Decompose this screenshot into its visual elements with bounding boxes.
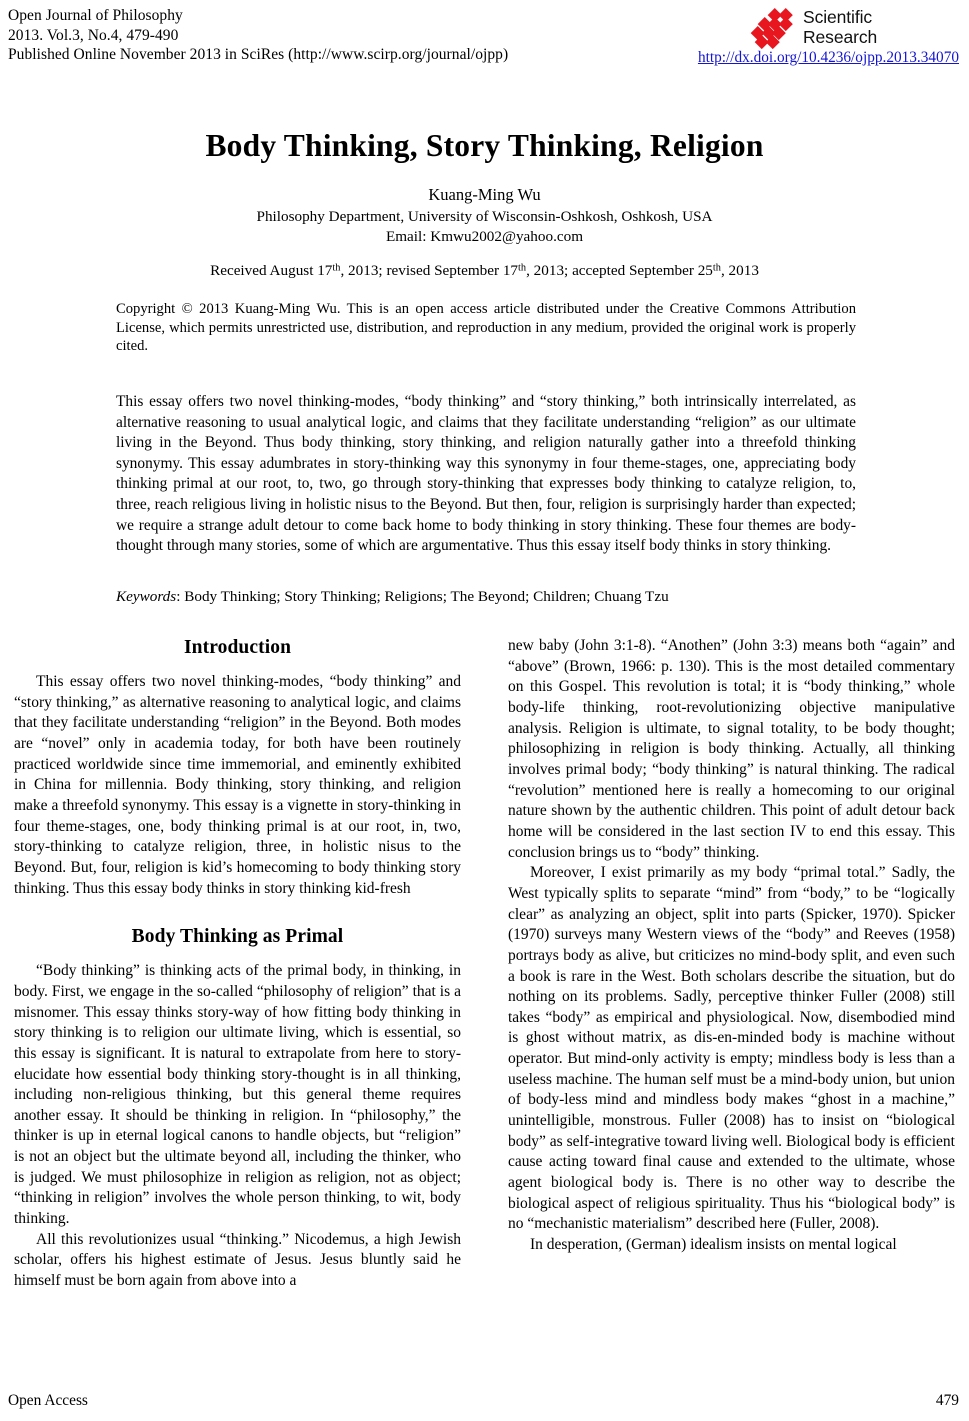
ordinal-suffix-1: th	[332, 262, 341, 274]
paragraph-right-2: Moreover, I exist primarily as my body “primal total.” Sadly, the West typically splits to separate “mind” from “body,” to be “logically clear” as analyzing an object, split into parts (Spicker, 1970). Spicker (1970) surveys many Western views of the “body” and Reeves (1958) portrays body as alive, but criticizes no mind-body split, and even such a book is rare in the West. Both scholars describe the situation, but do nothing on its problems. Sadly, perceptive thinker Fuller (2008) still takes “body” as empirical and physiological. Now, disembodied mind is ghost without matrix, as dis-en-minded body is machine without operator. But mind-only activity is empty; mindless body is less than a useless machine. The human self must be a mind-body union, but union of body-less mind and mindless body makes “ghost in a machine,” unintelligible, monstrous. Fuller (2008) has to insist on “biological body” as self-integrative toward living well. Biological body is efficient cause acting toward final cause and extended to the ultimate, whose agent biological body is. There is no other way to describe the biological aspect of religious spirituality. Thus his “biological body” is no “mechanistic materialism” described here (Fuller, 2008).	[508, 864, 955, 1233]
accepted-date-suffix: , 2013	[720, 262, 759, 279]
ordinal-suffix-3: th	[712, 262, 721, 274]
paragraph-right-1: new baby (John 3:1-8). “Anothen” (John 3:3) means both “again” and “above” (Brown, 1966: p. 130). This is the most detailed commentary on this Gospel. This revolution is total; it is “body thinking,” whole body-life thinking, root-revolutionizing objective manipulative analysis. Religion is ultimate, to signal totality, to be body thought; philosophizing in religion is body thinking. Actually, all thinking involves primal body; “body thinking” is natural thinking. The radical “revolution” mentioned here is really a homecoming to our original nature shown by the authentic children. This point of adult detour back home will be considered in the last section IV to end this essay. This conclusion brings us to “body” thinking.	[508, 637, 955, 861]
accepted-date-mid: , 2013; accepted September 25	[526, 262, 713, 279]
abstract-text: This essay offers two novel thinking-modes, “body thinking” and “story thinking,” both intrinsically interrelated, as alternative reasoning to usual analytical logic, and claims that they facilitate understanding “religion” as our ultimate living in the Beyond. Thus body thinking, story thinking, and religion naturally gather into a threefold thinking synonymy. This essay adumbrates in story-thinking way this synonymy in four theme-stages, one, appreciating body thinking primal at our root, to, two, go through story-thinking that expresses body thinking to catalyze religion, to, three, reach religious living in holistic nisus to the Beyond. But then, four, religion is surprisingly harder than expected; we require a strange adult detour to come back home to body thinking in story thinking. These four themes are body-thought through many stories, some of which are argumentative. Thus this essay itself body thinks in story thinking.	[116, 393, 856, 555]
keywords-line	[116, 587, 856, 607]
masthead	[8, 6, 961, 68]
keywords-label: Keywords	[116, 588, 177, 605]
page-title: Body Thinking, Story Thinking, Religion	[205, 128, 764, 164]
keywords-separator: :	[176, 588, 185, 605]
open-access-label: Open Access	[8, 1392, 88, 1409]
doi-link[interactable]: http://dx.doi.org/10.4236/ojpp.2013.34070	[697, 49, 959, 66]
volume-issue-pages: 2013. Vol.3, No.4, 479-490	[8, 26, 179, 44]
logo-line-2: Research	[803, 26, 878, 47]
logo-line-1: Scientific	[803, 7, 873, 27]
section-heading-body-thinking-as-primal: Body Thinking as Primal	[131, 926, 344, 948]
publication-dates	[0, 261, 969, 281]
right-column	[508, 636, 955, 1396]
author-email: Email: Kmwu2002@yahoo.com	[385, 228, 584, 245]
section-heading-introduction: Introduction	[183, 637, 292, 658]
left-column	[14, 636, 461, 1396]
revised-date-mid: , 2013; revised September 17	[340, 262, 519, 279]
ordinal-suffix-2: th	[518, 262, 527, 274]
journal-name: Open Journal of Philosophy	[8, 7, 183, 24]
diamond-grid-icon	[753, 10, 799, 46]
published-online-line: Published Online November 2013 in SciRes (http://www.scirp.org/journal/ojpp)	[8, 46, 509, 64]
paragraph-primal-2: All this revolutionizes usual “thinking.” Nicodemus, a high Jewish scholar, offers his highest estimate of Jesus. Jesus bluntly said he himself must be born again from above into a	[14, 1230, 461, 1290]
scientific-research-logo	[753, 8, 961, 48]
paragraph-intro-1: This essay offers two novel thinking-modes, “body thinking” and “story thinking,” as alternative reasoning to analytical logic, and claims that they facilitate understanding “religion” in the Beyond. Both modes are “novel” only in academia today, for both have been routinely practiced worldwide since time immemorial, and eminently exhibited in China for millennia. Body thinking, story thinking, and religion make a threefold synonymy. This essay is a vignette in story-thinking in four theme-stages, one, body thinking primal is at our root, in, two, story-thinking to catalyze religion, three, in holistic nisus to the Beyond. But, four, religion is kid’s homecoming to body thinking story thinking. Thus this essay body thinks in story thinking kid-fresh	[14, 673, 461, 897]
logo-wordmark	[803, 8, 877, 47]
author-affiliation: Philosophy Department, University of Wisconsin-Oshkosh, Oshkosh, USA	[256, 208, 713, 225]
paragraph-primal-1: “Body thinking” is thinking acts of the primal body, in thinking, in body. First, we engage in the so-called “philosophy of religion” that is a misnomer. This essay thinks story-way of how fitting body thinking in story thinking is to religion our ultimate living, which is essential, so this essay is significant. It is natural to extrapolate from here to story-elucidate how essential body thinking story-thought is in all thinking, including non-religious thinking, but this general theme requires another essay. It should be thinking in religion. In “philosophy,” the thinker is up in eternal logical canons to handle objects, but “religion” is not an object but the ultimate beyond all, including the thinker, who is judged. We must philosophize in religion as religion, not as object; “thinking in religion” involves the whole person thinking, to wit, body thinking.	[14, 962, 461, 1228]
masthead-text-block	[8, 6, 508, 65]
copyright-notice: Copyright © 2013 Kuang-Ming Wu. This is an open access article distributed under the Creative Commons Attribution License, which permits unrestricted use, distribution, and reproduction in any medium, provided the original work is properly cited.	[116, 301, 856, 354]
paragraph-right-3: In desperation, (German) idealism insists on mental logical	[530, 1236, 897, 1254]
keywords-value: Body Thinking; Story Thinking; Religions; The Beyond; Children; Chuang Tzu	[184, 588, 669, 605]
body-columns	[14, 636, 955, 1396]
author-name: Kuang-Ming Wu	[428, 185, 541, 204]
page-number: 479	[935, 1392, 959, 1409]
received-date-prefix: Received August 17	[210, 262, 333, 279]
